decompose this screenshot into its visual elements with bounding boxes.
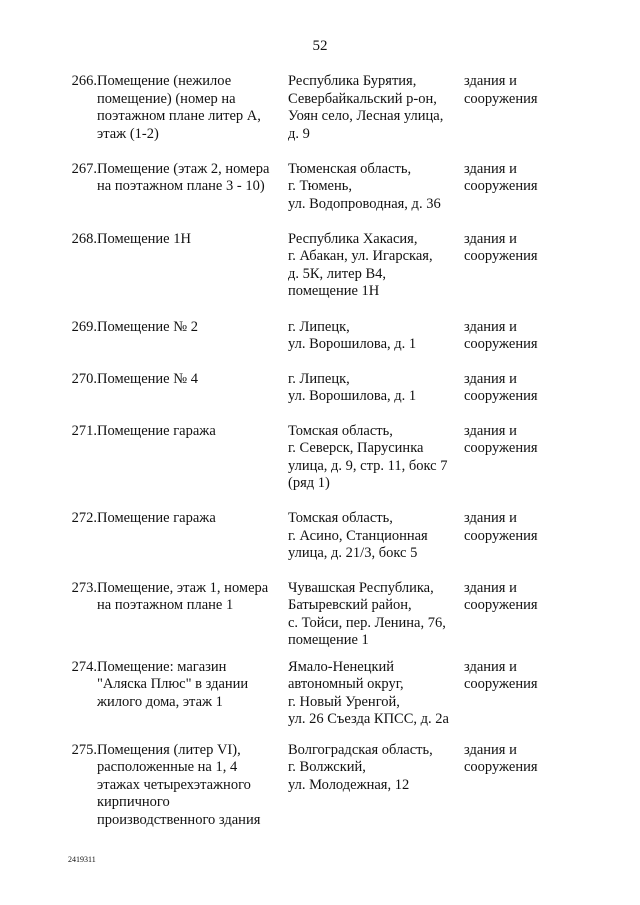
- entry-address: Чувашская Республика, Батыревский район, с. Тойси, пер. Ленина, 76, помещение 1: [288, 579, 446, 648]
- entry-type: здания и сооружения: [464, 579, 538, 613]
- list-item: [0, 319, 640, 371]
- entry-address: Республика Бурятия, Севербайкальский р-он, Уоян село, Лесная улица, д. 9: [288, 73, 444, 142]
- entry-number: 267.: [71, 160, 97, 177]
- entry-name: Помещения (литер VI), расположенные на 1, 4 этажах четырехэтажного кирпичного производственного здания: [97, 741, 261, 828]
- entry-type: здания и сооружения: [464, 510, 538, 544]
- entry-name: Помещение, этаж 1, номера на поэтажном плане 1: [97, 579, 269, 613]
- entry-type: здания и сооружения: [464, 422, 538, 456]
- entry-name: Помещение (этаж 2, номера на поэтажном плане 3 - 10): [97, 160, 270, 194]
- entry-address: Ямало-Ненецкий автономный округ, г. Новый Уренгой, ул. 26 Съезда КПСС, д. 2а: [288, 658, 449, 727]
- entry-number: 270.: [71, 370, 97, 387]
- entry-type: здания и сооружения: [464, 741, 538, 775]
- page-number: 52: [312, 38, 328, 54]
- list-item: [0, 742, 640, 837]
- list-item: [0, 423, 640, 511]
- entry-number: 271.: [71, 422, 97, 439]
- entry-number: 274.: [71, 658, 97, 675]
- entry-address: Республика Хакасия, г. Абакан, ул. Игарская, д. 5К, литер В4, помещение 1Н: [288, 230, 433, 299]
- list-item: [0, 73, 640, 161]
- entry-name: Помещение № 4: [97, 370, 198, 387]
- entry-number: 269.: [71, 318, 97, 335]
- list-item: [0, 161, 640, 231]
- entry-address: г. Липецк, ул. Ворошилова, д. 1: [288, 318, 417, 352]
- entry-type: здания и сооружения: [464, 73, 538, 107]
- entry-number: 268.: [71, 230, 97, 247]
- entry-address: Тюменская область, г. Тюмень, ул. Водопроводная, д. 36: [288, 160, 441, 212]
- entry-address: Волгоградская область, г. Волжский, ул. Молодежная, 12: [288, 741, 433, 793]
- entry-name: Помещение № 2: [97, 318, 198, 335]
- list-item: [0, 371, 640, 423]
- entry-name: Помещение 1Н: [97, 230, 191, 247]
- list-item: [0, 580, 640, 659]
- entry-name: Помещение гаража: [97, 510, 216, 526]
- entry-type: здания и сооружения: [464, 318, 538, 352]
- entry-name: Помещение гаража: [97, 422, 216, 439]
- entry-type: здания и сооружения: [464, 160, 538, 194]
- entry-type: здания и сооружения: [464, 370, 538, 404]
- entry-address: Томская область, г. Асино, Станционная улица, д. 21/3, бокс 5: [288, 510, 428, 561]
- entry-type: здания и сооружения: [464, 658, 538, 692]
- entry-type: здания и сооружения: [464, 230, 538, 264]
- list-item: [0, 510, 640, 580]
- entry-number: 275.: [71, 741, 97, 758]
- entry-address: г. Липецк, ул. Ворошилова, д. 1: [288, 370, 417, 404]
- entry-address: Томская область, г. Северск, Парусинка улица, д. 9, стр. 11, бокс 7 (ряд 1): [288, 422, 448, 491]
- document-code: 2419311: [68, 855, 96, 864]
- entry-number: 266.: [71, 73, 97, 89]
- entries-list: [0, 73, 640, 837]
- entry-number: 272.: [71, 510, 97, 526]
- list-item: [0, 659, 640, 742]
- list-item: [0, 231, 640, 319]
- entry-name: Помещение (нежилое помещение) (номер на поэтажном плане литер А, этаж (1-2): [97, 73, 261, 142]
- entry-name: Помещение: магазин "Аляска Плюс" в здании жилого дома, этаж 1: [97, 658, 249, 710]
- entry-number: 273.: [71, 579, 97, 596]
